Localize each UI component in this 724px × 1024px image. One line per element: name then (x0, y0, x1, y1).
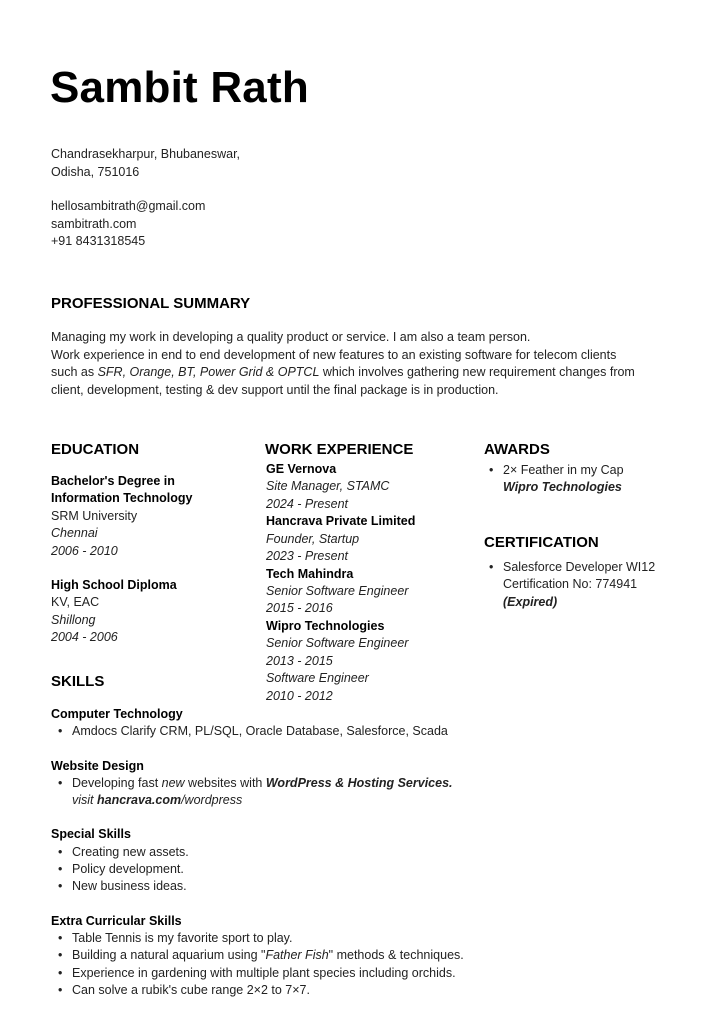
skills-section (51, 672, 691, 999)
education-entry (51, 577, 251, 647)
hancrava-link[interactable]: hancrava.com (97, 793, 182, 808)
skill-group-heading: Website Design (51, 758, 144, 773)
company: Hancrava Private Limited (266, 514, 416, 529)
degree: Information Technology (51, 491, 193, 506)
years: 2004 - 2006 (51, 630, 118, 645)
contact-block (51, 146, 240, 251)
role-years: 2024 - Present (266, 496, 348, 511)
school: SRM University (51, 508, 138, 523)
work-experience-section (265, 440, 475, 705)
skill-item (51, 775, 691, 810)
role-title: Software Engineer (266, 671, 369, 686)
skills-heading: SKILLS (51, 673, 105, 690)
education-section (51, 440, 251, 647)
role-title: Senior Software Engineer (266, 636, 409, 651)
summary-line: client, development, testing & dev support until the final package is in production. (51, 382, 499, 397)
skill-group-heading: Extra Curricular Skills (51, 913, 182, 928)
company: Tech Mahindra (266, 566, 354, 581)
skill-text-father-fish: Father Fish (265, 948, 329, 963)
award-title: • 2× Feather in my Cap (503, 463, 624, 477)
company: GE Vernova (266, 462, 337, 476)
awards-section (484, 440, 704, 497)
skill-item: • Amdocs Clarify CRM, PL/SQL, Oracle Database, Salesforce, Scada (51, 723, 691, 740)
school: KV, EAC (51, 595, 100, 610)
role-title: Site Manager, STAMC (266, 479, 390, 494)
location: Shillong (51, 612, 96, 627)
web-text: Developing fast (72, 775, 162, 790)
award-item (482, 462, 704, 497)
website[interactable]: sambitrath.com (51, 216, 137, 231)
role-years: 2013 - 2015 (266, 653, 333, 668)
education-entry (51, 473, 251, 560)
degree: Bachelor's Degree in (51, 474, 175, 488)
work-heading: WORK EXPERIENCE (265, 441, 414, 458)
skill-item: • Creating new assets. (51, 844, 691, 861)
skill-item: • Table Tennis is my favorite sport to play. (51, 930, 691, 947)
role-title: Founder, Startup (266, 531, 360, 546)
skill-item: • New business ideas. (51, 878, 691, 895)
professional-summary (51, 294, 681, 399)
skill-item: • Experience in gardening with multiple plant species including orchids. (51, 965, 691, 982)
location: Chennai (51, 526, 98, 541)
visit-text: visit (72, 793, 97, 808)
certification-status: (Expired) (503, 594, 558, 609)
certification-heading: CERTIFICATION (484, 534, 599, 551)
degree: High School Diploma (51, 578, 177, 593)
skill-text: " methods & techniques. (328, 948, 464, 963)
awards-heading: AWARDS (484, 441, 550, 458)
role-years: 2010 - 2012 (266, 688, 333, 703)
company: Wipro Technologies (266, 618, 385, 633)
hancrava-link-path[interactable]: /wordpress (181, 793, 243, 808)
phone: +91 8431318545 (51, 234, 146, 248)
role-years: 2015 - 2016 (266, 601, 333, 616)
summary-text: such as (51, 365, 98, 379)
certification-item (482, 559, 704, 611)
summary-heading: PROFESSIONAL SUMMARY (51, 295, 251, 312)
role-title: Senior Software Engineer (266, 583, 409, 598)
summary-line: Work experience in end to end development of new features to an existing software for telecom clients (51, 347, 617, 362)
certification-number: Certification No: 774941 (503, 577, 638, 592)
certification-title: • Salesforce Developer WI12 (503, 560, 656, 574)
summary-line: Managing my work in developing a quality product or service. I am also a team person. (51, 330, 531, 344)
education-heading: EDUCATION (51, 441, 140, 458)
skill-group-heading: Computer Technology (51, 707, 183, 721)
skill-item: • Can solve a rubik's cube range 2×2 to 7×7. (51, 982, 691, 999)
skill-item (51, 947, 691, 964)
summary-text: which involves gathering new requirement changes from (319, 365, 635, 379)
web-text: websites with (184, 775, 266, 790)
candidate-name: Sambit Rath (50, 63, 309, 112)
summary-line (51, 364, 681, 382)
role-years: 2023 - Present (266, 549, 348, 564)
years: 2006 - 2010 (51, 543, 118, 558)
skill-group-heading: Special Skills (51, 827, 131, 842)
skill-text: Building a natural aquarium using " (72, 948, 266, 963)
award-org: Wipro Technologies (503, 480, 622, 495)
address-line-2: Odisha, 751016 (51, 164, 140, 179)
certification-section (484, 533, 704, 611)
web-services: WordPress & Hosting Services. (265, 775, 453, 790)
summary-clients: SFR, Orange, BT, Power Grid & OPTCL (97, 365, 320, 379)
address-line-1: Chandrasekharpur, Bhubaneswar, (51, 147, 241, 161)
email[interactable]: hellosambitrath@gmail.com (51, 199, 206, 213)
web-text-new: new (161, 775, 185, 790)
skill-item: • Policy development. (51, 861, 691, 878)
